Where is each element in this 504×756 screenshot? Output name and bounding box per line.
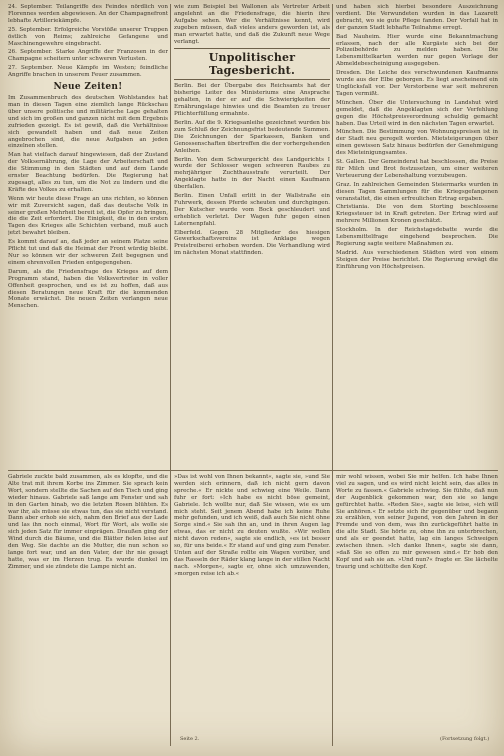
war-report-item: 24. September. Teilangriffe des Feindes nördlich von Florennes werden abgewiesen. An der Champagnefront lebhafte Artilleriekämpfe.: [8, 4, 168, 24]
serial-story-column: [174, 474, 330, 746]
news-item: Elberfeld. Gegen 28 Mitglieder des hiesigen Gewerkschaftsvereins ist Anklage wegen Preistreiberei erhoben worden. Die Verhandlung wird im nächsten Monat stattfinden.: [174, 229, 330, 257]
article-paragraph: Im Zusammenbruch des deutschen Wohlstandes hat man in diesen Tagen eine ziemlich lange Rückschau über unsere politische und militärische Lage gehalten und sich im großen und ganzen nicht mit dem Ergebnis zufrieden gezeigt. Es ist gewiß, daß die Verhältnisse sich gewandelt haben und daß neue Zeiten angebrochen sind, die neue Aufgaben an jeden einzelnen stellen.: [8, 95, 168, 150]
column-divider: [332, 4, 333, 746]
news-item: München. Die Bestimmung von Wohnungspreisen ist in der Stadt neu geregelt worden. Mietsteigerungen über einen gewissen Satz hinaus bedürfen der Genehmigung des Mieteinigungsamtes.: [336, 129, 498, 157]
story-text: »Das ist wohl von Ihnen bekannt«, sagte sie, »und Sie werden sich erinnern, daß ich nicht gern davon spreche.« Er nickte und schwieg eine Weile. Dann fuhr er fort: »Ich habe es nicht böse gemeint, Gabriele. Ich wollte nur, daß Sie wissen, wie es um mich steht. Seit jenem Abend habe ich keine Ruhe mehr gefunden, und ich weiß, daß auch Sie nicht ohne Sorge sind.« Sie sah ihn an, und in ihren Augen lag etwas, das er nicht zu deuten wußte. »Wir wollen nicht davon reden«, sagte sie endlich, »es ist besser so, für uns beide.« Er stand auf und ging zum Fenster. Unten auf der Straße rollte ein Wagen vorüber, und das Rasseln der Räder klang lange in der stillen Nacht nach. »Morgen«, sagte er, ohne sich umzuwenden, »morgen reise ich ab.«: [174, 474, 330, 577]
article-paragraph: wie zum Beispiel bei Wallonen als Vertreter Arbeit angelehnt an die Friedensfrage, die hierin ihre Aufgabe sehen. Wer die Verhältnisse kennt, wird zugeben müssen, daß vieles anders geworden ist, als man erwartet hatte, und daß die Zukunft neue Wege verlangt.: [174, 4, 330, 45]
news-item: Christiania. Die von dem Storting beschlossene Kriegssteuer ist in Kraft getreten. Der Ertrag wird auf mehrere Millionen Kronen geschätzt.: [336, 204, 498, 225]
news-item: Berlin. Einen Unfall erlitt in der Wallstraße ein Fuhrwerk, dessen Pferde scheuten und durchgingen. Der Kutscher wurde vom Bock geschleudert und erheblich verletzt. Der Wagen fuhr gegen einen Laternenpfahl.: [174, 193, 330, 227]
serial-story-column: [336, 474, 498, 746]
continued-note: (Fortsetzung folgt.): [440, 736, 490, 742]
story-text: Gabriele zuckte bald zusammen, als es klopfte, und die Alte trat mit ihrem Korbe ins Zimmer. Sie sprach kein Wort, sondern stellte die Sachen auf den Tisch und ging wieder hinaus. Gabriele saß lange am Fenster und sah in den Garten hinab, wo die letzten Rosen blühten. Es war ihr, als müsse sie etwas tun, das sie nicht verstand. Dann aber erhob sie sich, nahm den Brief aus der Lade und las ihn noch einmal, Wort für Wort, als wolle sie sich jeden Satz für immer einprägen. Draußen ging der Wind durch die Bäume, und die Blätter fielen leise auf den Weg. Sie dachte an die Mutter, die nun schon so lange fort war, und an den Vater, der ihr nie gesagt hatte, was er im Herzen trug. Es wurde dunkel im Zimmer, und sie zündete die Lampe nicht an.: [8, 474, 168, 570]
column-divider: [170, 4, 171, 746]
news-item: Dresden. Die Leiche des verschwundenen Kaufmanns wurde aus der Elbe geborgen. Es liegt anscheinend ein Unglücksfall vor. Der Verstorbene war seit mehreren Tagen vermißt.: [336, 70, 498, 97]
article-paragraph: Darum, als die Friedensfrage des Krieges auf dem Programm stand, haben die Volksvertreter in voller Offenheit gesprochen, und es ist zu hoffen, daß aus diesen Beratungen neue Kraft für die kommenden Monate erwächst. Die neuen Zeiten verlangen neue Menschen.: [8, 268, 168, 310]
news-item: München. Über die Untersuchung in Landshut wird gemeldet, daß die Angeklagten sich der Verfehlung gegen die Höchstpreisverordnung schuldig gemacht haben. Das Urteil wird in den nächsten Tagen erwartet.: [336, 99, 498, 127]
section-divider: [8, 470, 498, 471]
article-paragraph: Es kommt darauf an, daß jeder an seinem Platze seine Pflicht tut und daß die Heimat der Front würdig bleibt. Nur so können wir der schweren Zeit begegnen und einem ehrenvollen Frieden entgegengehen.: [8, 239, 168, 266]
news-item: Madrid. Aus verschiedenen Städten wird von einem Steigen der Preise berichtet. Die Regierung erwägt die Einführung von Höchstpreisen.: [336, 249, 498, 270]
news-item: Berlin. Bei der Übergabe des Reichsamts hat der bisherige Leiter des Ministeriums eine Ansprache gehalten, in der er auf die Schwierigkeiten der Ernährungslage hinwies und die Beamten zu treuer Pflichterfüllung ermahnte.: [174, 83, 330, 118]
news-item: St. Gallen. Der Gemeinderat hat beschlossen, die Preise für Milch und Brot festzusetzen, um einer weiteren Verteuerung der Lebenshaltung vorzubeugen.: [336, 159, 498, 179]
news-item: Berlin. Von dem Schwurgericht des Landgerichts I wurde der Schlosser wegen schweren Raubes zu mehrjähriger Zuchthausstrafe verurteilt. Der Angeklagte hatte in der Nacht einen Kaufmann überfallen.: [174, 156, 330, 191]
article-paragraph: und haben sich hierbei besondere Auszeichnung verdient. Die Verwundeten wurden in das Lazarett gebracht, wo sie gute Pflege fanden. Der Vorfall hat in der ganzen Stadt lebhafte Teilnahme erregt.: [336, 4, 498, 31]
article-heading: Neue Zeiten!: [53, 82, 123, 93]
column-right: [336, 4, 498, 468]
article-paragraph: Wenn wir heute diese Frage an uns richten, so können wir mit Zuversicht sagen, daß das deutsche Volk in seiner großen Mehrheit bereit ist, die Opfer zu bringen, die die Zeit erfordert. Die Einigkeit, die in den ersten Tagen des Krieges alle Schichten verband, muß auch jetzt bewahrt bleiben.: [8, 195, 168, 237]
news-item: Bad Nauheim. Hier wurde eine Bekanntmachung erlassen, nach der alle Kurgäste sich bei der Polizeibehörde zu melden haben. Die Lebensmittelkarten werden nur gegen Vorlage der Abmeldebescheinigung ausgegeben.: [336, 33, 498, 68]
serial-story-column: [8, 474, 168, 746]
story-text: mir wohl wissen, wobei Sie mir helfen. Ich habe Ihnen viel zu sagen, und es wird nicht leicht sein, das alles in Worte zu fassen.« Gabriele schwieg. Sie fühlte, daß nun der Augenblick gekommen war, den sie so lange gefürchtet hatte. »Reden Sie«, sagte sie leise, »ich will Sie anhören.« Er setzte sich ihr gegenüber und begann zu erzählen, von seiner Jugend, von den Jahren in der Fremde und von dem, was ihn zurückgeführt hatte in die alte Stadt. Sie hörte zu, ohne ihn zu unterbrechen, und als er geendet hatte, lag ein langes Schweigen zwischen ihnen. »Ich danke Ihnen«, sagte sie dann, »daß Sie so offen zu mir gewesen sind.« Er hob den Kopf und sah sie an. »Und nun?« fragte er. Sie lächelte traurig und schüttelte den Kopf.: [336, 474, 498, 570]
war-report-item: 26. September. Starke Angriffe der Franzosen in der Champagne scheitern unter schweren Verlusten.: [8, 49, 168, 63]
page-number: Seite 2.: [180, 736, 200, 742]
section-heading: Unpolitischer Tagesbericht.: [174, 48, 330, 80]
news-item: Stockholm. In der Reichstagsdebatte wurde die Lebensmittelfrage eingehend besprochen. Die Regierung sagte weitere Maßnahmen zu.: [336, 227, 498, 247]
article-paragraph: Man hat vielfach darauf hingewiesen, daß der Zustand der Volksernährung, die Lage der Arbeiterschaft und die Stimmung in den Städten und auf dem Lande ernster Beachtung bedürfen. Die Regierung hat zugesagt, alles zu tun, um die Not zu lindern und die Kräfte des Volkes zu erhalten.: [8, 152, 168, 193]
war-report-item: 27. September. Neue Kämpfe im Westen; feindliche Angriffe brachen in unserem Feuer zusammen.: [8, 65, 168, 79]
news-item: Graz. In zahlreichen Gemeinden Steiermarks wurden in diesen Tagen Sammlungen für die Kriegsgefangenen veranstaltet, die einen erfreulichen Ertrag ergaben.: [336, 181, 498, 202]
column-left: [8, 4, 168, 468]
war-report-item: 25. September. Erfolgreiche Vorstöße unserer Truppen östlich von Reims; zahlreiche Gefangene und Maschinengewehre eingebracht.: [8, 26, 168, 47]
news-item: Berlin. Auf die 9. Kriegsanleihe gezeichnet wurden bis zum Schluß der Zeichnungsfrist bedeutende Summen. Die Zeichnungen der Sparkassen, Banken und Genossenschaften übertreffen die der vorhergehenden Anleihen.: [174, 119, 330, 154]
column-middle: [174, 4, 330, 468]
